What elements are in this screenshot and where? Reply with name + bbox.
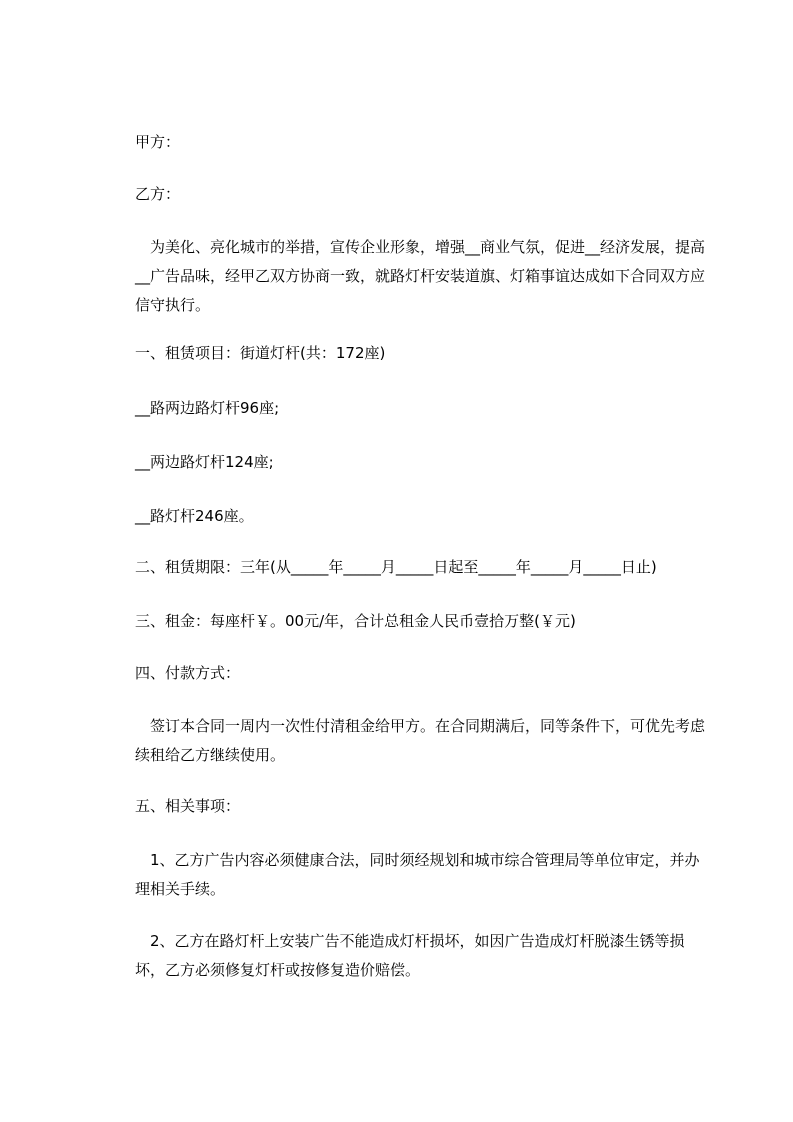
section-lease-items: 一、租赁项目：街道灯杆(共：172座): [135, 344, 386, 362]
section-lease-term: 二、租赁期限：三年(从_____年_____月_____日起至_____年_____月_____日止): [135, 558, 657, 576]
clause-2: 2、乙方在路灯杆上安装广告不能造成灯杆损坏，如因广告造成灯杆脱漆生锈等损坏，乙方必须修复灯杆或按修复造价赔偿。: [135, 932, 685, 979]
intro-paragraph: 为美化、亮化城市的举措，宣传企业形象，增强__商业气氛，促进__经济发展，提高__广告品味，经甲乙双方协商一致，就路灯杆安装道旗、灯箱事谊达成如下合同双方应信守执行。: [135, 238, 706, 314]
payment-paragraph: 签订本合同一周内一次性付清租金给甲方。在合同期满后，同等条件下，可优先考虑续租给乙方继续使用。: [135, 717, 706, 764]
section-rent: 三、租金：每座杆￥。00元/年，合计总租金人民币壹拾万整(￥元): [135, 612, 576, 630]
clause-1: 1、乙方广告内容必须健康合法，同时须经规划和城市综合管理局等单位审定，并办理相关手续。: [135, 851, 700, 898]
lease-item-2: __两边路灯杆124座;: [135, 453, 274, 471]
lease-item-1: __路两边路灯杆96座;: [135, 399, 280, 417]
party-b-label: 乙方：: [135, 185, 181, 203]
section-payment-method: 四、付款方式：: [135, 664, 241, 682]
section-related-matters: 五、相关事项：: [135, 797, 241, 815]
lease-item-3: __路灯杆246座。: [135, 507, 254, 525]
party-a-label: 甲方：: [135, 133, 181, 151]
